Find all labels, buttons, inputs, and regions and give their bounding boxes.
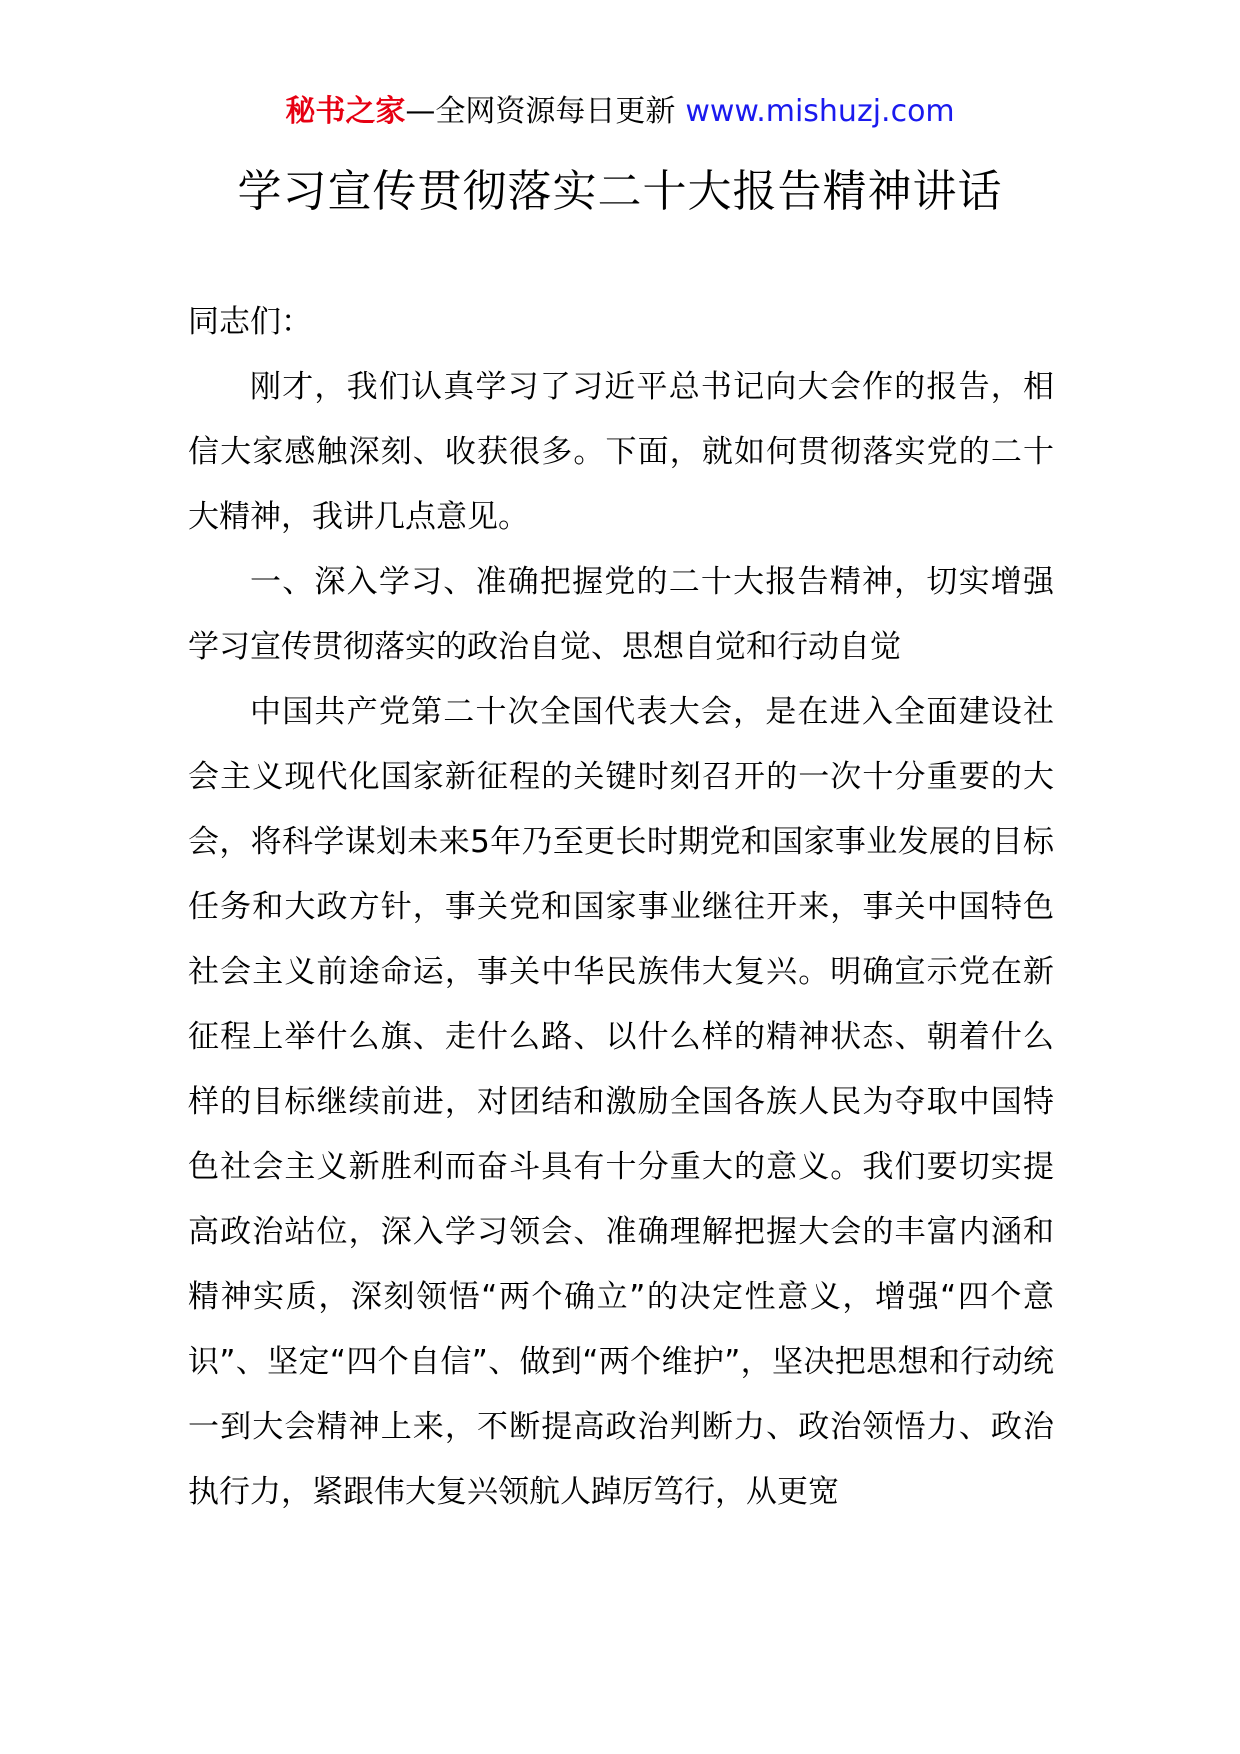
document-title: 学习宣传贯彻落实二十大报告精神讲话 (237, 166, 1003, 217)
site-brand: 秘书之家 (285, 94, 406, 129)
site-url-link[interactable]: www.mishuzj.com (685, 94, 955, 129)
document-body (188, 290, 1054, 1525)
section-heading-1: 一、深入学习、准确把握党的二十大报告精神，切实增强学习宣传贯彻落实的政治自觉、思想自觉和行动自觉 (188, 564, 1054, 665)
paragraph-intro: 刚才，我们认真学习了习近平总书记向大会作的报告，相信大家感触深刻、收获很多。下面，就如何贯彻落实党的二十大精神，我讲几点意见。 (188, 369, 1054, 535)
site-slogan: —全网资源每日更新 (405, 94, 676, 129)
site-header (0, 92, 1240, 132)
greeting: 同志们： (188, 304, 312, 340)
paragraph-body-1: 中国共产党第二十次全国代表大会，是在进入全面建设社会主义现代化国家新征程的关键时刻召开的一次十分重要的大会，将科学谋划未来5年乃至更长时期党和国家事业发展的目标任务和大政方针，事关党和国家事业继往开来，事关中国特色社会主义前途命运，事关中华民族伟大复兴。明确宣示党在新征程上举什么旗、走什么路、以什么样的精神状态、朝着什么样的目标继续前进，对团结和激励全国各族人民为夺取中国特色社会主义新胜利而奋斗具有十分重大的意义。我们要切实提高政治站位，深入学习领会、准确理解把握大会的丰富内涵和精神实质，深刻领悟“两个确立”的决定性意义，增强“四个意识”、坚定“四个自信”、做到“两个维护”，坚决把思想和行动统一到大会精神上来，不断提高政治判断力、政治领悟力、政治执行力，紧跟伟大复兴领航人踔厉笃行，从更宽 (188, 694, 1054, 1510)
